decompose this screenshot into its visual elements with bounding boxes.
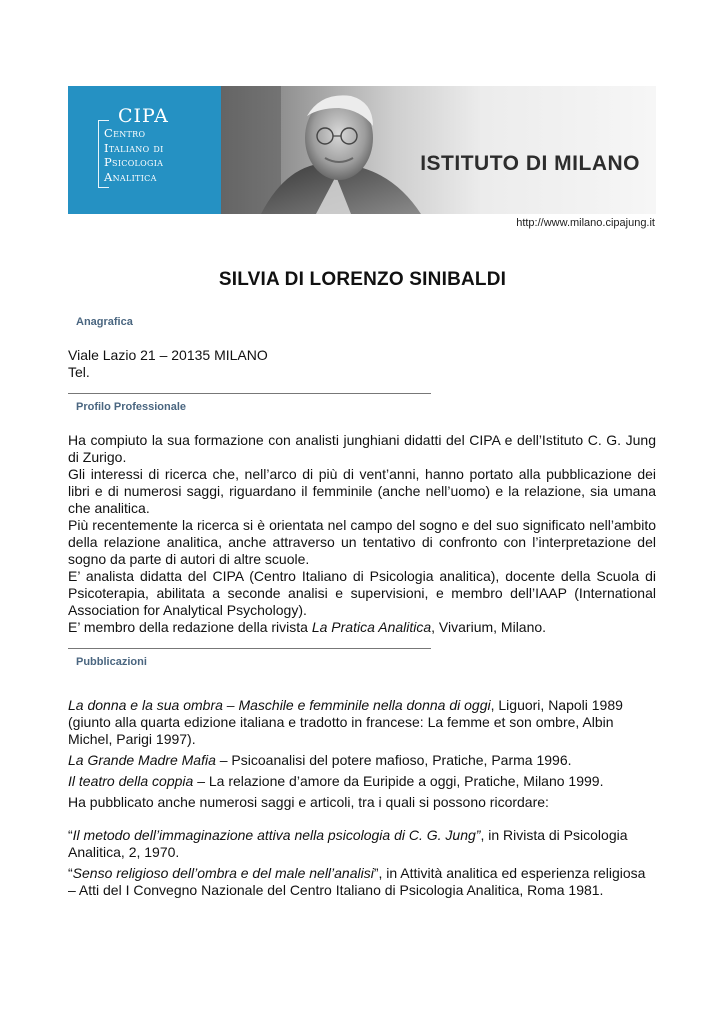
logo-cipa: CIPA <box>118 105 169 127</box>
articles-intro: Ha pubblicato anche numerosi saggi e articoli, tra i quali si possono ricordare: <box>68 794 549 810</box>
p5-post: , Vivarium, Milano. <box>431 619 547 635</box>
address-text: Viale Lazio 21 – 20135 MILANO <box>68 347 268 363</box>
journal-title: La Pratica Analitica <box>311 619 432 635</box>
article-1 <box>68 827 656 861</box>
book-2-details: – Psicoanalisi del potere mafioso, Pratiche, Parma 1996. <box>215 752 572 768</box>
book-1-details: , Liguori, Napoli 1989 (giunto alla quarta edizione italiana e tradotto in francese: La femme et son ombre, Albin Michel, Parigi 1997). <box>68 697 623 747</box>
anagrafica-block <box>68 347 656 381</box>
book-3-title: Il teatro della coppia <box>68 773 194 789</box>
logo-line-4: Analitica <box>104 169 157 184</box>
profilo-paragraph-1: Ha compiuto la sua formazione con analisti junghiani didatti del CIPA e dell’Istituto C. G. Jung di Zurigo. <box>68 432 656 465</box>
section-label-pubblicazioni: Pubblicazioni <box>76 656 147 668</box>
logo-line-1: Centro <box>104 126 146 140</box>
book-1 <box>68 697 656 748</box>
section-label-anagrafica: Anagrafica <box>76 316 133 328</box>
cipa-logo <box>68 86 221 214</box>
profilo-paragraph-3: Più recentemente la ricerca si è orientata nel campo del sogno e del suo significato nell’ambito della relazione analitica, anche attraverso un tentativo di confronto con l’interpretazione del sogno da parte di autori di altre scuole. <box>68 517 656 567</box>
page-title: SILVIA DI LORENZO SINIBALDI <box>218 269 507 290</box>
book-3-details: – La relazione d’amore da Euripide a oggi, Pratiche, Milano 1999. <box>193 773 604 789</box>
article-1-open-quote: “ <box>68 827 73 843</box>
logo-line-2: Italiano di <box>104 140 164 155</box>
logo-line-3: Psicologia <box>104 155 164 169</box>
book-3 <box>68 773 656 790</box>
portrait-photo <box>221 86 656 214</box>
website-url[interactable]: http://www.milano.cipajung.it <box>516 217 655 229</box>
divider-2 <box>68 648 431 649</box>
profilo-paragraph-2: Gli interessi di ricerca che, nell’arco di più di vent’anni, hanno portato alla pubblicazione dei libri e di numerosi saggi, riguardano il femminile (anche nell’uomo) e la relazione, sia umana che analitica. <box>68 466 656 516</box>
article-1-details: , in Rivista di Psicologia Analitica, 2, 1970. <box>68 827 628 860</box>
profilo-paragraph-4: E’ analista didatta del CIPA (Centro Italiano di Psicologia analitica), docente della Scuola di Psicoterapia, abilitata a seconde analisi e supervisioni, e membro dell’IAAP (International Association for Analytical Psychology). <box>68 568 656 618</box>
portrait-illustration <box>221 86 656 214</box>
header-banner <box>68 86 656 214</box>
book-2 <box>68 752 656 769</box>
banner-title: ISTITUTO DI MILANO <box>420 152 640 175</box>
section-label-profilo: Profilo Professionale <box>76 401 187 413</box>
pubblicazioni-block <box>68 697 656 903</box>
book-1-title: La donna e la sua ombra – Maschile e femminile nella donna di oggi <box>68 697 491 713</box>
article-2-open-quote: “ <box>68 865 73 881</box>
logo-text <box>104 106 169 184</box>
divider-1 <box>68 393 431 394</box>
book-2-title: La Grande Madre Mafia <box>68 752 216 768</box>
p5-pre: E’ membro della redazione della rivista <box>68 619 312 635</box>
article-2-details: ”, in Attività analitica ed esperienza religiosa – Atti del I Convegno Nazionale del Centro Italiano di Psicologia Analitica, Roma 1981. <box>68 865 646 898</box>
article-2-title: Senso religioso dell’ombra e del male nell’analisi <box>72 865 374 881</box>
profilo-paragraph-5 <box>68 619 656 636</box>
profilo-block <box>68 432 656 636</box>
article-2 <box>68 865 656 899</box>
article-1-title: Il metodo dell’immaginazione attiva nella psicologia di C. G. Jung” <box>72 827 481 843</box>
tel-text: Tel. <box>68 364 90 380</box>
